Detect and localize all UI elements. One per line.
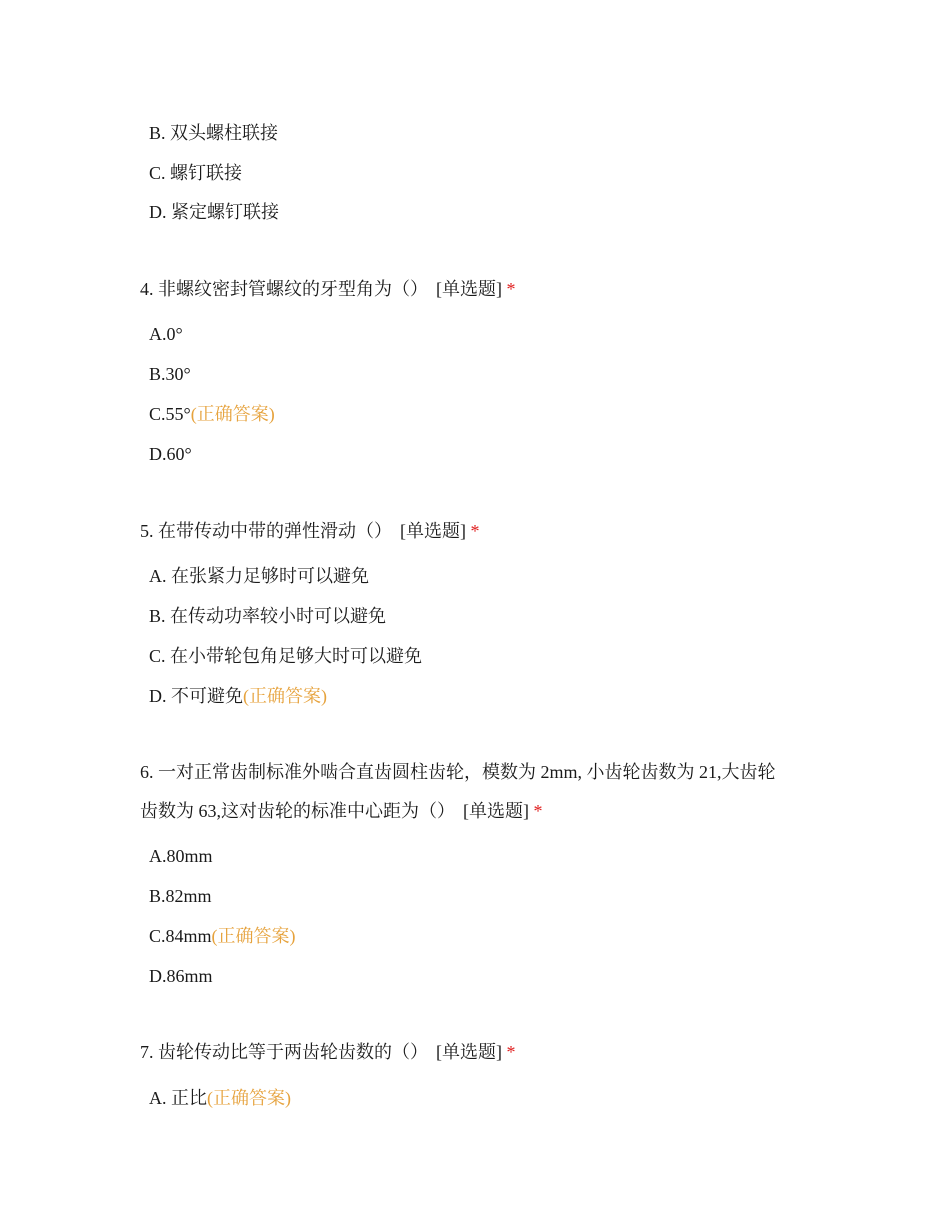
option-label: D.86mm [149,966,213,986]
q5-stem [140,512,820,551]
option-label: B. 双头螺柱联接 [149,123,279,143]
question-text: 7. 齿轮传动比等于两齿轮齿数的（） [140,1042,428,1062]
option-label: D.60° [149,444,192,464]
option-label: A.0° [149,324,183,344]
q3-option-c[interactable] [149,161,242,185]
required-marker: * [470,521,480,541]
option-label: D. 紧定螺钉联接 [149,202,279,222]
question-text-line-2-row [140,792,820,831]
question-type: [单选题] [436,1042,502,1062]
q4-option-c[interactable] [149,402,275,426]
option-label: B.82mm [149,886,212,906]
correct-answer-tag: (正确答案) [243,686,327,706]
q6-option-a[interactable] [149,844,213,868]
required-marker: * [506,279,516,299]
correct-answer-tag: (正确答案) [211,926,296,946]
q4-option-b[interactable] [149,362,191,386]
q5-option-c[interactable] [149,644,422,668]
question-type: [单选题] [463,801,529,821]
option-label: C.55° [149,404,191,424]
q7-stem [140,1033,820,1072]
q4-stem [140,270,820,309]
option-label: A. 在张紧力足够时可以避免 [149,566,369,586]
correct-answer-tag: (正确答案) [190,404,275,424]
correct-answer-tag: (正确答案) [207,1088,291,1108]
question-type: [单选题] [400,521,466,541]
option-label: D. 不可避免 [149,686,243,706]
q6-option-c[interactable] [149,924,296,948]
q3-option-d[interactable] [149,200,279,224]
q4-option-d[interactable] [149,442,192,466]
option-label: C.84mm [149,926,212,946]
option-label: A. 正比 [149,1088,207,1108]
required-marker: * [506,1042,516,1062]
question-text: 4. 非螺纹密封管螺纹的牙型角为（） [140,279,428,299]
option-label: B. 在传动功率较小时可以避免 [149,606,387,626]
option-label: C. 在小带轮包角足够大时可以避免 [149,646,423,666]
q5-option-b[interactable] [149,604,386,628]
question-text-line-2: 齿数为 63,这对齿轮的标准中心距为（） [140,801,455,821]
q5-option-a[interactable] [149,564,369,588]
option-label: B.30° [149,364,191,384]
option-label: A.80mm [149,846,213,866]
question-text-line-1: 6. 一对正常齿制标准外啮合直齿圆柱齿轮，模数为 2mm, 小齿轮齿数为 21,大齿轮 [140,762,776,782]
q3-option-b[interactable] [149,121,278,145]
q7-option-a[interactable] [149,1086,291,1110]
q6-stem [140,753,820,831]
q5-option-d[interactable] [149,684,327,708]
q6-option-b[interactable] [149,884,212,908]
q4-option-a[interactable] [149,322,183,346]
question-text: 5. 在带传动中带的弹性滑动（） [140,521,392,541]
question-type: [单选题] [436,279,502,299]
required-marker: * [533,801,543,821]
option-label: C. 螺钉联接 [149,163,243,183]
q6-option-d[interactable] [149,964,213,988]
